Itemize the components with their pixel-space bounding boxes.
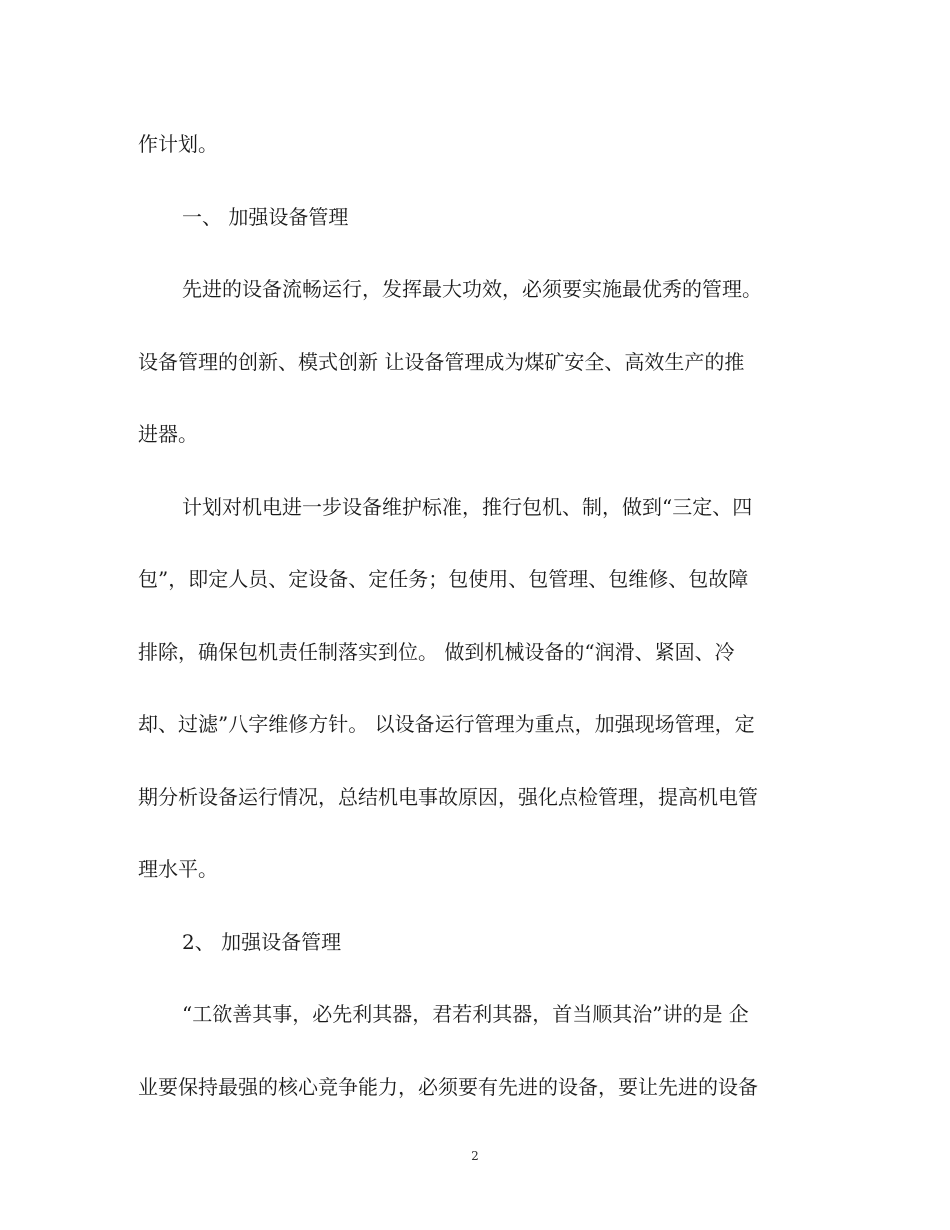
- text-line-11: 理水平。: [138, 857, 218, 881]
- page-number: 2: [471, 1149, 479, 1163]
- text-line-5: 进器。: [138, 422, 198, 446]
- text-line-3: 先进的设备流畅运行，发挥最大功效，必须要实施最优秀的管理。: [182, 277, 762, 301]
- text-line-1: 作计划。: [138, 132, 218, 156]
- text-line-14: 业要保持最强的核心竞争能力，必须要有先进的设备，要让先进的设备: [138, 1075, 758, 1099]
- text-line-13: “工欲善其事，必先利其器，君若利其器，首当顺其治”讲的是 企: [182, 1002, 749, 1026]
- text-line-10: 期分析设备运行情况，总结机电事故原因，强化点检管理，提高机电管: [138, 785, 758, 809]
- text-line-9: 却、过滤”八字维修方针。 以设备运行管理为重点，加强现场管理，定: [138, 712, 755, 736]
- text-line-4: 设备管理的创新、模式创新 让设备管理成为煤矿安全、高效生产的推: [138, 350, 745, 374]
- text-line-6: 计划对机电进一步设备维护标准，推行包机、制，做到“三定、四: [182, 495, 753, 519]
- section-heading-2: 2、 加强设备管理: [182, 930, 342, 954]
- section-heading-1: 一、 加强设备管理: [182, 205, 349, 229]
- text-line-8: 排除，确保包机责任制落实到位。 做到机械设备的“润滑、紧固、冷: [138, 640, 735, 664]
- text-line-7: 包”，即定人员、定设备、定任务；包使用、包管理、包维修、包故障: [138, 567, 749, 591]
